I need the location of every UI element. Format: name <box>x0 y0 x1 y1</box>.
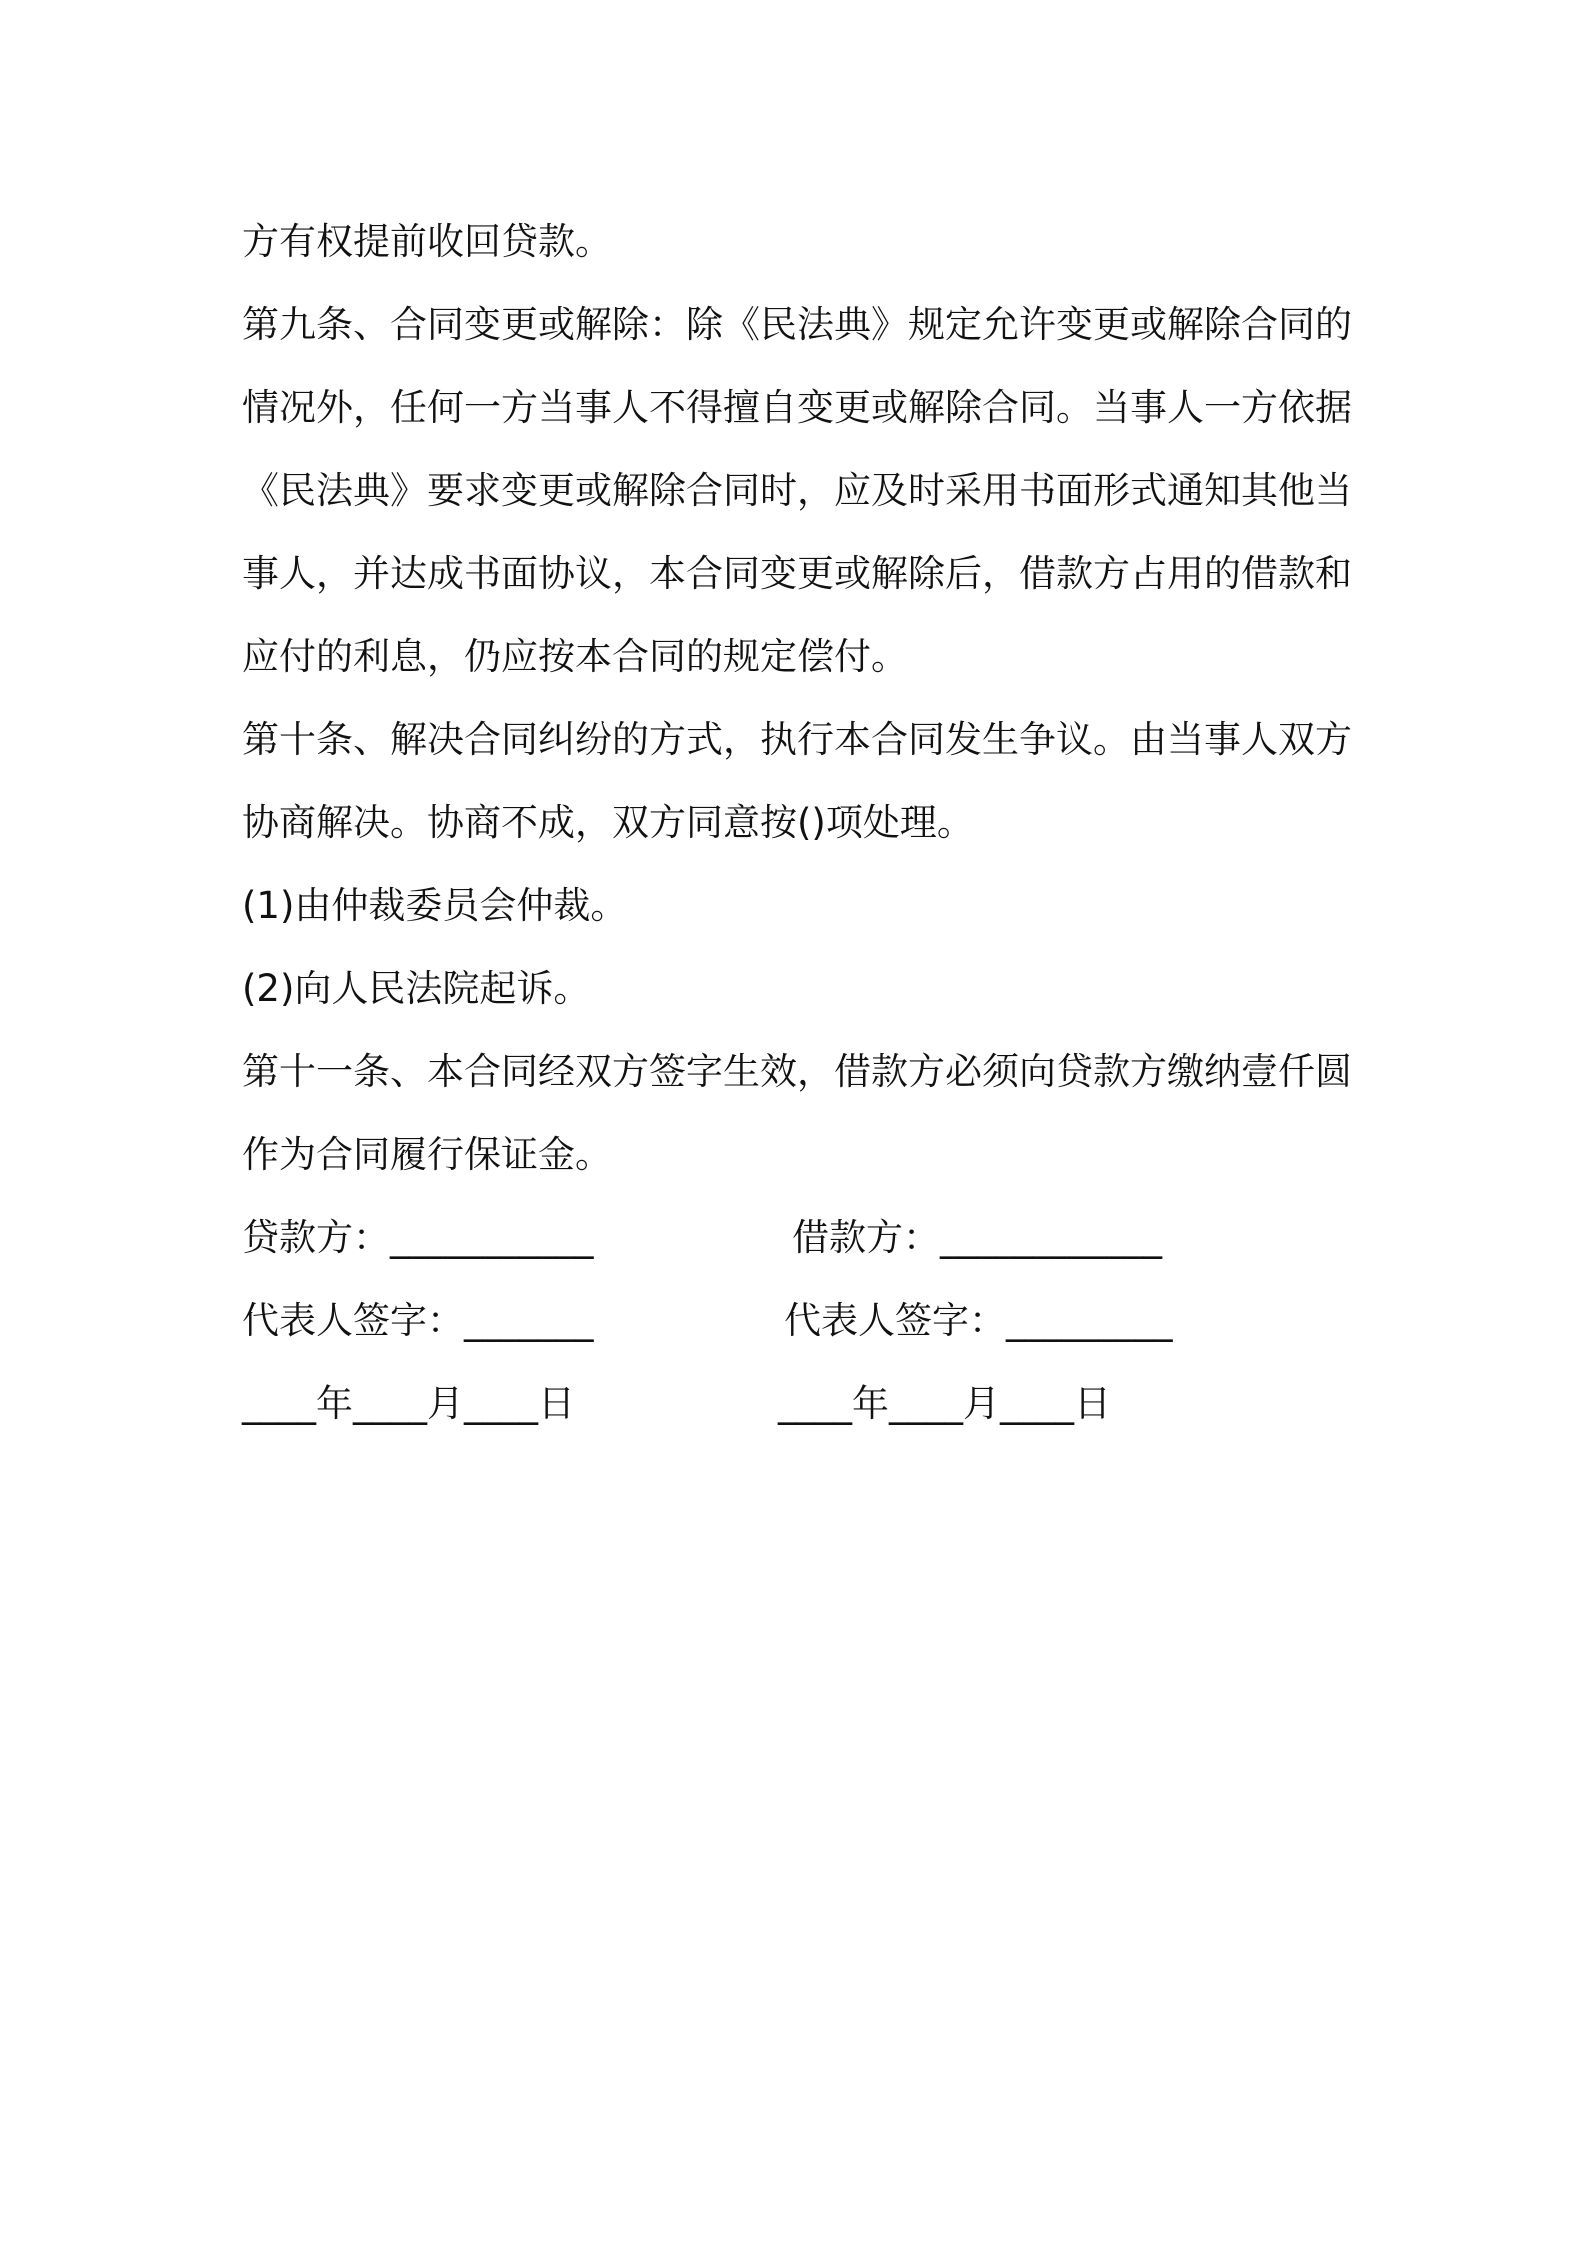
lender-signature-field: 贷款方：___________ <box>242 1216 594 1259</box>
text-line: 第九条、合同变更或解除：除《民法典》规定允许变更或解除合同的 <box>242 303 1352 346</box>
signature-row-party <box>242 1196 1362 1279</box>
signature-row-representative <box>242 1279 1362 1362</box>
borrower-representative-field: 代表人签字：_________ <box>784 1299 1173 1342</box>
text-line: 方有权提前收回贷款。 <box>242 220 612 263</box>
text-line: 协商解决。协商不成，双方同意按()项处理。 <box>242 801 974 844</box>
text-line: 情况外，任何一方当事人不得擅自变更或解除合同。当事人一方依据 <box>242 386 1352 429</box>
text-line: 第十一条、本合同经双方签字生效，借款方必须向贷款方缴纳壹仟圆 <box>242 1050 1352 1093</box>
text-line: 第十条、解决合同纠纷的方式，执行本合同发生争议。由当事人双方 <box>242 718 1352 761</box>
text-line: 《民法典》要求变更或解除合同时，应及时采用书面形式通知其他当 <box>242 469 1352 512</box>
lender-representative-field: 代表人签字：_______ <box>242 1299 594 1342</box>
lender-date-field: ____年____月____日 <box>242 1382 575 1425</box>
text-line: (1)由仲裁委员会仲裁。 <box>242 884 628 927</box>
borrower-date-field: ____年____月____日 <box>778 1382 1111 1425</box>
text-line: 应付的利息，仍应按本合同的规定偿付。 <box>242 635 908 678</box>
text-line: 作为合同履行保证金。 <box>242 1133 612 1176</box>
text-line: 事人，并达成书面协议，本合同变更或解除后，借款方占用的借款和 <box>242 552 1352 595</box>
text-line: (2)向人民法院起诉。 <box>242 967 591 1010</box>
document-body <box>242 200 1362 1445</box>
signature-row-date <box>242 1362 1362 1445</box>
borrower-signature-field: 借款方：____________ <box>792 1216 1162 1259</box>
